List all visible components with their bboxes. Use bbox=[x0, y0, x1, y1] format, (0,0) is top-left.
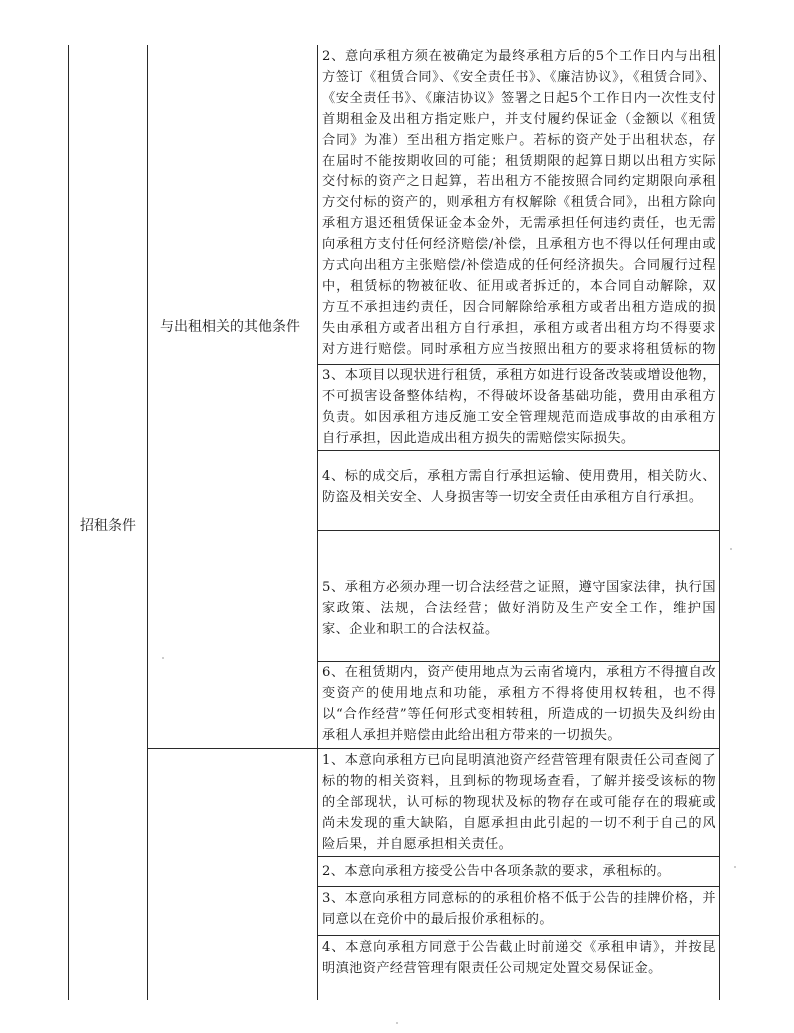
scan-speck bbox=[730, 548, 732, 550]
row-divider bbox=[317, 530, 720, 531]
condition-item-3: 3、本项目以现状进行租赁，承租方如进行设备改装或增设他物，不可损害设备整体结构，不得破坏设备基础功能，费用由承租方负责。如因承租方违反施工安全管理规范而造成事故的由承租方自行承担，因此造成出租方损失的需赔偿实际损失。 bbox=[322, 368, 716, 446]
scan-speck bbox=[396, 1022, 398, 1024]
condition-item-5: 5、承租方必须办理一切合法经营之证照，遵守国家法律，执行国家政策、法规，合法经营；做好消防及生产安全工作，维护国家、企业和职工的合法权益。 bbox=[322, 580, 716, 637]
scan-speck bbox=[734, 866, 736, 868]
row-divider bbox=[147, 748, 720, 749]
condition-item-6: 6、在租赁期内，资产使用地点为云南省境内，承租方不得擅自改变资产的使用地点和功能，承租方不得将使用权转租，也不得以“合作经营”等任何形式变相转租，所造成的一切损失及纠纷由承租人承担并赔偿由此给出租方带来的一切损失。 bbox=[322, 665, 716, 743]
subcategory-label: 与出租相关的其他条件 bbox=[160, 319, 300, 335]
row-divider bbox=[317, 856, 720, 857]
table-border-col1 bbox=[147, 45, 148, 1000]
row-divider bbox=[317, 886, 720, 887]
scan-speck bbox=[162, 657, 164, 659]
condition-item-2: 2、意向承租方须在被确定为最终承租方后的5个工作日内与出租方签订《租赁合同》、《安全责任书》、《廉洁协议》，《租赁合同》、《安全责任书》、《廉洁协议》签署之日起5个工作日内一次性支付首期租金及出租方指定账户，并支付履约保证金（金额以《租赁合同》为准）至出租方指定账户。若标的资产处于出租状态，存在届时不能按期收回的可能；租赁期限的起算日期以出租方实际交付标的资产之日起算，若出租方不能按照合同约定期限向承租方交付标的资产的，则承租方有权解除《租赁合同》，出租方除向承租方退还租赁保证金本金外，无需承担任何违约责任，也无需向承租方支付任何经济赔偿/补偿，且承租方也不得以任何理由或方式向出租方主张赔偿/补偿造成的任何经济损失。合同履行过程中，租赁标的物被征收、征用或者拆迁的，本合同自动解除，双方互不承担违约责任，因合同解除给承租方或者出租方造成的损失由承租方或者出租方自行承担，承租方或者出租方均不得要求对方进行赔偿。同时承租方应当按照出租方的要求将租赁标的物 bbox=[322, 49, 716, 357]
category-label: 招租条件 bbox=[80, 518, 136, 534]
row-divider bbox=[317, 935, 720, 936]
commitment-item-2: 2、本意向承租方接受公告中各项条款的要求，承租标的。 bbox=[322, 864, 671, 879]
commitment-item-4: 4、本意向承租方同意于公告截止时前递交《承租申请》，并按昆明滇池资产经营管理有限责任公司规定处置交易保证金。 bbox=[322, 940, 716, 976]
commitment-item-1: 1、本意向承租方已向昆明滇池资产经营管理有限责任公司查阅了标的物的相关资料，且到标的物现场查看，了解并接受该标的物的全部现状，认可标的物现状及标的物存在或可能存在的瑕疵或尚未发现的重大缺陷，自愿承担由此引起的一切不利于自己的风险后果，并自愿承担相关责任。 bbox=[322, 753, 716, 852]
commitment-item-3: 3、本意向承租方同意标的的承租价格不低于公告的挂牌价格，并同意以在竞价中的最后报价承租标的。 bbox=[322, 891, 716, 927]
row-divider bbox=[317, 450, 720, 451]
condition-item-4: 4、标的成交后，承租方需自行承担运输、使用费用，相关防火、防盗及相关安全、人身损害等一切安全责任由承租方自行承担。 bbox=[322, 469, 716, 505]
table-border-left bbox=[68, 45, 69, 1000]
